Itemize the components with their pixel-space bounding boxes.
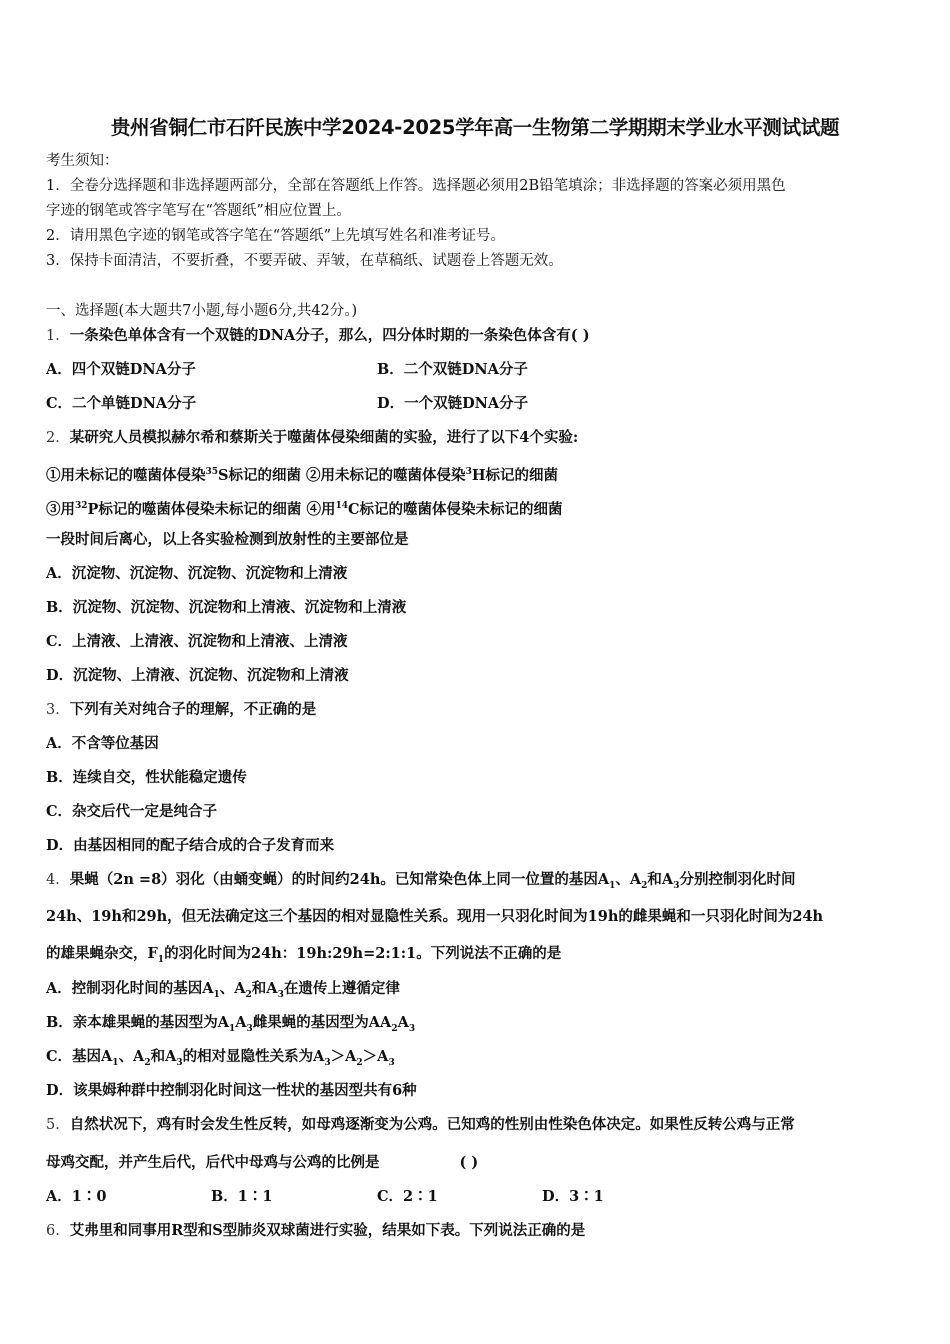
notice-item-3: 3．保持卡面清洁，不要折叠，不要弄破、弄皱，在草稿纸、试题卷上答题无效。 xyxy=(46,253,563,269)
q4-option-c[interactable]: C．基因$A_1$、$A_2$和$A_3$的相对显隐性关系为$A_3>A_2>A_3$ xyxy=(46,1048,395,1068)
notice-item-2: 2．请用黑色字迹的钢笔或答字笔在“答题纸”上先填写姓名和准考证号。 xyxy=(46,228,506,244)
question-5-line-2: 母鸡交配，并产生后代，后代中母鸡与公鸡的比例是 ( ) xyxy=(46,1154,479,1171)
question-number: 1． xyxy=(46,328,70,344)
q2-option-d[interactable]: D．沉淀物、上清液、沉淀物、沉淀物和上清液 xyxy=(46,667,349,684)
q3-option-c[interactable]: C．杂交后代一定是纯合子 xyxy=(46,803,218,820)
q5-option-c[interactable]: C．2∶1 xyxy=(377,1188,438,1205)
question-stem: 下列有关对纯合子的理解，不正确的是 xyxy=(69,701,317,718)
q2-option-a[interactable]: A．沉淀物、沉淀物、沉淀物、沉淀物和上清液 xyxy=(46,565,348,582)
notice-heading: 考生须知： xyxy=(46,153,119,169)
q3-option-a[interactable]: A．不含等位基因 xyxy=(46,735,159,752)
q1-option-c[interactable]: C．二个单链DNA分子 xyxy=(46,395,197,412)
question-4-line-1: 4．果蝇（2n =8）羽化（由蛹变蝇）的时间约24h。已知常染色体上同一位置的基因$A_1$、$A_2$和$A_3$分别控制羽化时间 xyxy=(46,871,796,891)
question-number: 2． xyxy=(46,430,70,446)
q4-option-a[interactable]: A．控制羽化时间的基因$A_1$、$A_2$和$A_3$在遗传上遵循定律 xyxy=(46,980,400,1000)
question-6: 6．艾弗里和同事用R型和S型肺炎双球菌进行实验，结果如下表。下列说法正确的是 xyxy=(46,1222,586,1239)
q3-option-d[interactable]: D．由基因相同的配子结合成的合子发育而来 xyxy=(46,837,335,854)
question-2 xyxy=(46,428,578,448)
q2-stem-2: 一段时间后离心，以上各实验检测到放射性的主要部位是 xyxy=(46,531,409,548)
q5-option-b[interactable]: B．1∶1 xyxy=(211,1188,273,1205)
question-5-line-1: 5．自然状况下，鸡有时会发生性反转，如母鸡逐渐变为公鸡。已知鸡的性别由性染色体决定。如果性反转公鸡与正常 xyxy=(46,1116,795,1133)
question-number: 3． xyxy=(46,702,70,718)
q5-option-d[interactable]: D．3∶1 xyxy=(542,1188,604,1205)
q1-option-a[interactable]: A．四个双链DNA分子 xyxy=(46,361,196,378)
q2-option-b[interactable]: B．沉淀物、沉淀物、沉淀物和上清液、沉淀物和上清液 xyxy=(46,599,407,616)
exam-title: 贵州省铜仁市石阡民族中学2024-2025学年高一生物第二学期期末学业水平测试试题 xyxy=(110,116,840,139)
q4-option-b[interactable]: B．亲本雄果蝇的基因型为$A_1A_3$雌果蝇的基因型为$AA_2A_3$ xyxy=(46,1014,416,1034)
question-stem: 某研究人员模拟赫尔希和蔡斯关于噬菌体侵染细菌的实验，进行了以下4个实验: xyxy=(69,429,579,446)
notice-item-1b: 字迹的钢笔或答字笔写在“答题纸”相应位置上。 xyxy=(46,203,351,219)
q2-experiment-1-2: ①用未标记的噬菌体侵染$^{35}$S标记的细菌 ②用未标记的噬菌体侵染$^3$H标记的细菌 xyxy=(46,466,559,484)
q4-option-d[interactable]: D．该果姆种群中控制羽化时间这一性状的基因型共有6种 xyxy=(46,1082,417,1099)
q3-option-b[interactable]: B．连续自交，性状能稳定遗传 xyxy=(46,769,247,786)
q5-option-a[interactable]: A．1∶0 xyxy=(46,1188,107,1205)
question-4-line-2: 24h、19h和29h，但无法确定这三个基因的相对显隐性关系。现用一只羽化时间为19h的雌果蝇和一只羽化时间为24h xyxy=(46,908,824,925)
question-stem: 一条染色单体含有一个双链的DNA分子，那么，四分体时期的一条染色体含有( ) xyxy=(69,327,590,344)
section-heading: 一、选择题(本大题共7小题,每小题6分,共42分。) xyxy=(46,303,358,319)
q1-option-b[interactable]: B．二个双链DNA分子 xyxy=(377,361,528,378)
question-3 xyxy=(46,700,316,720)
answer-blank: ( ) xyxy=(459,1154,479,1171)
q1-option-d[interactable]: D．一个双链DNA分子 xyxy=(377,395,529,412)
q2-experiment-3-4: ③用$^{32}$P标记的噬菌体侵染未标记的细菌 ④用$^{14}$C标记的噬菌体侵染未标记的细菌 xyxy=(46,500,563,518)
question-1 xyxy=(46,326,590,346)
notice-item-1a: 1．全卷分选择题和非选择题两部分，全部在答题纸上作答。选择题必须用2B铅笔填涂；非选择题的答案必须用黑色 xyxy=(46,178,786,194)
question-4-line-3: 的雄果蝇杂交，$F_1$的羽化时间为24h：19h:29h=2:1:1。下列说法不正确的是 xyxy=(46,945,562,965)
q2-option-c[interactable]: C．上清液、上清液、沉淀物和上清液、上清液 xyxy=(46,633,348,650)
